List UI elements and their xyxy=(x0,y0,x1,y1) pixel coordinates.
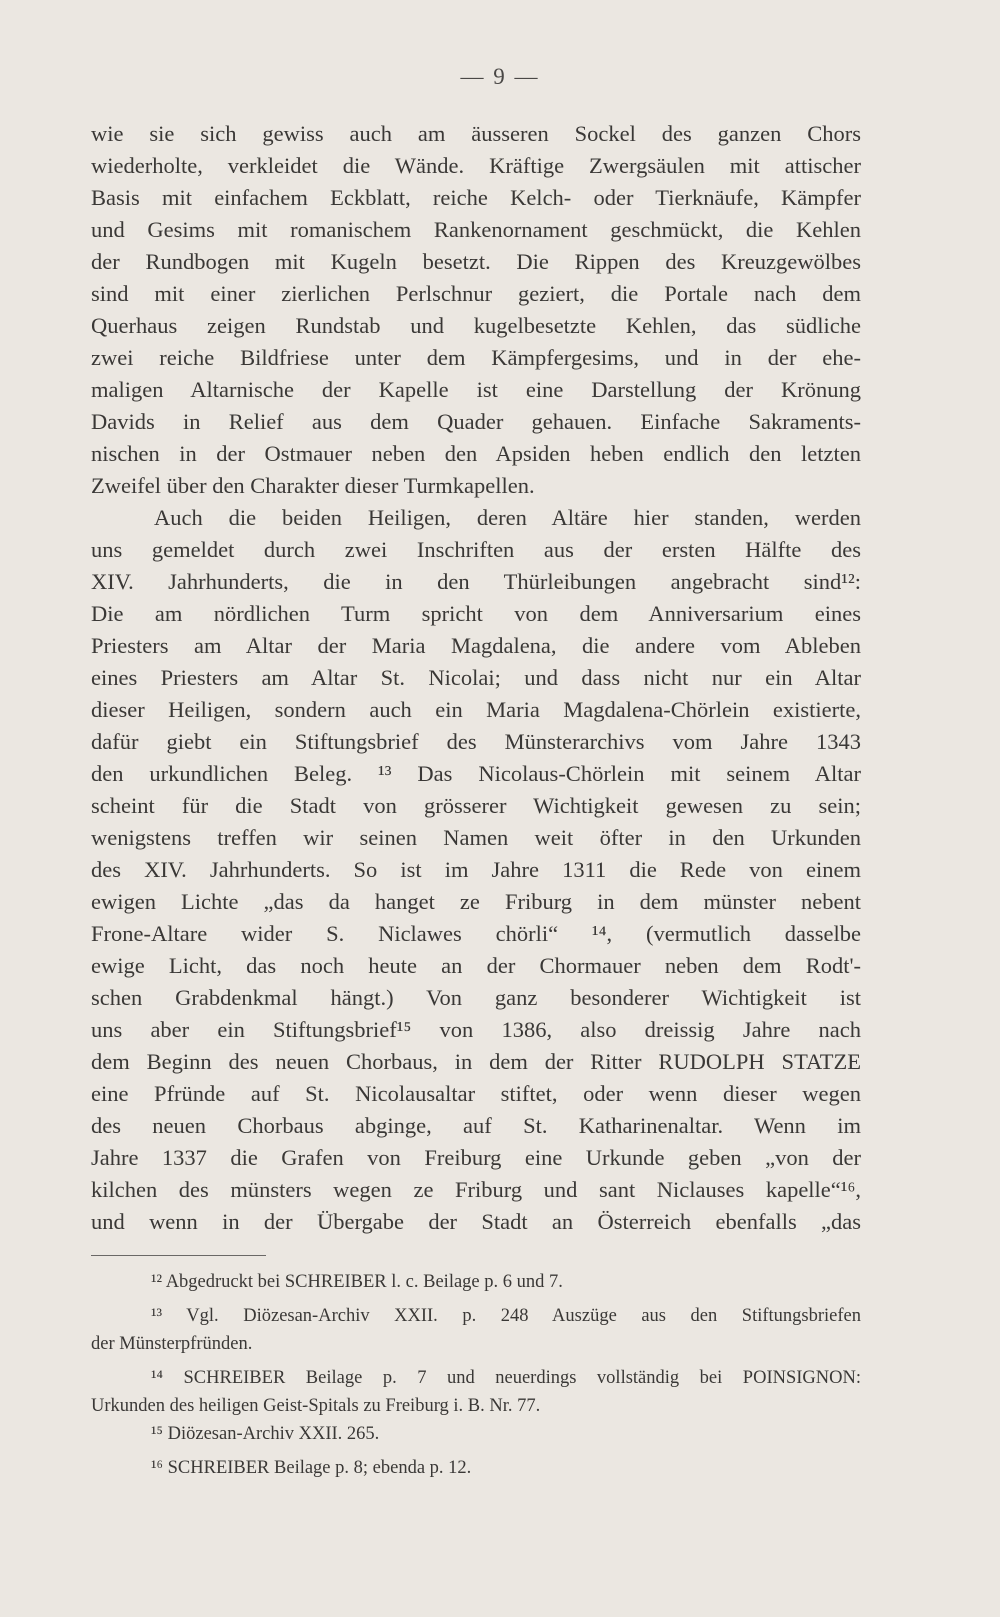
body-line: XIV. Jahrhunderts, die in den Thürleibungen angebracht sind¹²: xyxy=(91,569,861,594)
body-line: der Rundbogen mit Kugeln besetzt. Die Rippen des Kreuzgewölbes xyxy=(91,249,861,274)
body-line: wiederholte, verkleidet die Wände. Kräftige Zwergsäulen mit attischer xyxy=(91,153,861,178)
body-line: sind mit einer zierlichen Perlschnur geziert, die Portale nach dem xyxy=(91,281,861,306)
body-line: Frone-Altare wider S. Niclawes chörli“ ¹⁴, (vermutlich dasselbe xyxy=(91,921,861,946)
body-line: Jahre 1337 die Grafen von Freiburg eine Urkunde geben „von der xyxy=(91,1145,861,1170)
body-line: wenigstens treffen wir seinen Namen weit öfter in den Urkunden xyxy=(91,825,861,850)
body-line: eine Pfründe auf St. Nicolausaltar stiftet, oder wenn dieser wegen xyxy=(91,1081,861,1106)
footnote-14: ¹⁴ SCHREIBER Beilage p. 7 und neuerdings vollständig bei POINSIGNON: xyxy=(151,1368,861,1388)
body-line: uns gemeldet durch zwei Inschriften aus der ersten Hälfte des xyxy=(91,537,861,562)
body-line: Basis mit einfachem Eckblatt, reiche Kelch- oder Tierknäufe, Kämpfer xyxy=(91,185,861,210)
body-line: nischen in der Ostmauer neben den Apsiden heben endlich den letzten xyxy=(91,441,861,466)
body-line: Querhaus zeigen Rundstab und kugelbesetzte Kehlen, das südliche xyxy=(91,313,861,338)
body-line: und wenn in der Übergabe der Stadt an Österreich ebenfalls „das xyxy=(91,1209,861,1234)
body-line: dieser Heiligen, sondern auch ein Maria Magdalena-Chörlein existierte, xyxy=(91,697,861,722)
body-line: uns aber ein Stiftungsbrief¹⁵ von 1386, also dreissig Jahre nach xyxy=(91,1017,861,1042)
footnote-13: ¹³ Vgl. Diözesan-Archiv XXII. p. 248 Auszüge aus den Stiftungsbriefen xyxy=(151,1306,861,1326)
body-text xyxy=(91,118,861,1238)
body-line: Zweifel über den Charakter dieser Turmkapellen. xyxy=(91,473,535,498)
body-line: kilchen des münsters wegen ze Friburg und sant Niclauses kapelle“¹⁶, xyxy=(91,1177,861,1202)
body-line: den urkundlichen Beleg. ¹³ Das Nicolaus-Chörlein mit seinem Altar xyxy=(91,761,861,786)
body-line: eines Priesters am Altar St. Nicolai; und dass nicht nur ein Altar xyxy=(91,665,861,690)
body-line: ewige Licht, das noch heute an der Chormauer neben dem Rodt'- xyxy=(91,953,861,978)
body-line: schen Grabdenkmal hängt.) Von ganz besonderer Wichtigkeit ist xyxy=(91,985,861,1010)
page-number: — 9 — xyxy=(460,64,540,89)
body-line: Die am nördlichen Turm spricht von dem Anniversarium eines xyxy=(91,601,861,626)
body-line: ewigen Lichte „das da hanget ze Friburg in dem münster nebent xyxy=(91,889,861,914)
body-line: dem Beginn des neuen Chorbaus, in dem der Ritter RUDOLPH STATZE xyxy=(91,1049,861,1074)
body-line: Auch die beiden Heiligen, deren Altäre hier standen, werden xyxy=(154,505,861,530)
body-line: maligen Altarnische der Kapelle ist eine Darstellung der Krönung xyxy=(91,377,861,402)
footnote-13-cont: der Münsterpfründen. xyxy=(91,1334,253,1354)
body-line: dafür giebt ein Stiftungsbrief des Münsterarchivs vom Jahre 1343 xyxy=(91,729,861,754)
body-line: Davids in Relief aus dem Quader gehauen. Einfache Sakraments- xyxy=(91,409,861,434)
footnote-15: ¹⁵ Diözesan-Archiv XXII. 265. xyxy=(151,1424,380,1444)
body-line: des XIV. Jahrhunderts. So ist im Jahre 1311 die Rede von einem xyxy=(91,857,861,882)
body-line: Priesters am Altar der Maria Magdalena, die andere vom Ableben xyxy=(91,633,861,658)
footnote-16: ¹⁶ SCHREIBER Beilage p. 8; ebenda p. 12. xyxy=(151,1458,472,1478)
body-line: scheint für die Stadt von grösserer Wichtigkeit gewesen zu sein; xyxy=(91,793,861,818)
body-line: zwei reiche Bildfriese unter dem Kämpfergesims, und in der ehe- xyxy=(91,345,861,370)
footnote-divider xyxy=(91,1255,266,1256)
body-line: des neuen Chorbaus abginge, auf St. Katharinenaltar. Wenn im xyxy=(91,1113,861,1138)
footnote-12: ¹² Abgedruckt bei SCHREIBER l. c. Beilage p. 6 und 7. xyxy=(151,1272,563,1292)
footnotes xyxy=(91,1268,861,1482)
body-line: wie sie sich gewiss auch am äusseren Sockel des ganzen Chors xyxy=(91,121,861,146)
footnote-14-cont: Urkunden des heiligen Geist-Spitals zu Freiburg i. B. Nr. 77. xyxy=(91,1396,541,1416)
body-line: und Gesims mit romanischem Rankenornament geschmückt, die Kehlen xyxy=(91,217,861,242)
